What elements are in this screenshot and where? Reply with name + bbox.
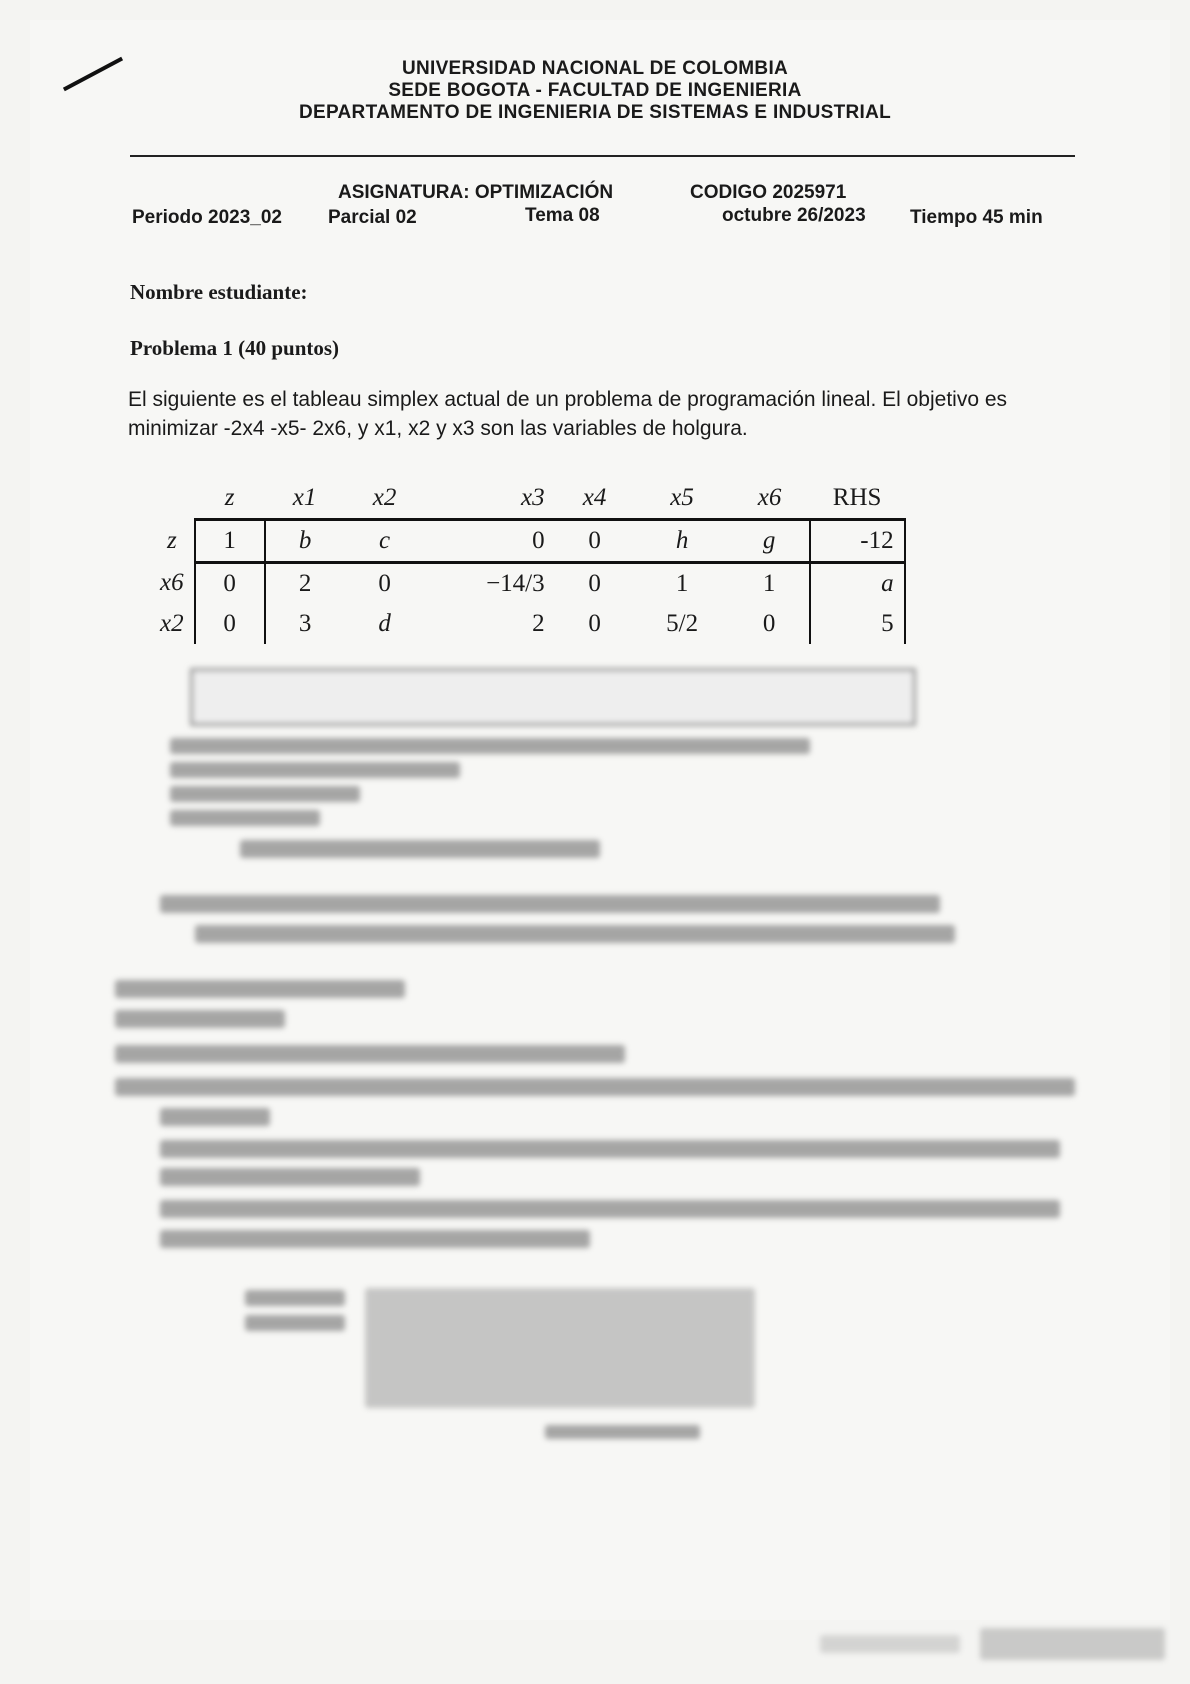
col-header: x4: [582, 484, 607, 511]
cell: 1: [730, 563, 810, 605]
topic: Tema 08: [525, 205, 600, 226]
cell: a: [810, 563, 905, 605]
col-header: z: [224, 484, 235, 511]
cell: 0: [195, 604, 265, 644]
problem-1-statement: El siguiente es el tableau simplex actual de un problema de programación lineal. El objetivo es minimizar -2x4 -x5- 2x6, y x1, x2 y x3 son las variables de holgura.: [128, 388, 1008, 440]
cell: 0: [762, 610, 776, 637]
cell: 0: [345, 563, 425, 605]
col-header: RHS: [832, 484, 882, 511]
cell: −14/3: [425, 563, 555, 605]
cell: -12: [810, 520, 905, 563]
cell: d: [378, 610, 391, 637]
tableau-row-z: [150, 520, 905, 563]
period: Periodo 2023_02: [132, 207, 282, 228]
cell: b: [265, 520, 345, 563]
simplex-tableau: [150, 478, 906, 644]
cell: h: [635, 520, 730, 563]
exam-duration: Tiempo 45 min: [910, 207, 1043, 228]
faculty-name: SEDE BOGOTA - FACULTAD DE INGENIERIA: [388, 80, 802, 101]
student-name-label: Nombre estudiante:: [130, 280, 308, 304]
cell: 0: [555, 563, 635, 605]
course-code: CODIGO 2025971: [690, 182, 847, 203]
cell: c: [345, 520, 425, 563]
header-divider: [130, 155, 1075, 157]
exam-number: Parcial 02: [328, 207, 417, 228]
tableau-row-x6: [150, 563, 905, 605]
cell: 5: [810, 604, 905, 644]
cell: 2: [532, 610, 545, 637]
col-header: x1: [292, 484, 317, 511]
course-name: ASIGNATURA: OPTIMIZACIÓN: [338, 182, 614, 203]
col-header: x3: [521, 484, 545, 511]
col-header: x6: [757, 484, 782, 511]
cell: 3: [265, 604, 345, 644]
basis-label: x6: [160, 569, 184, 597]
cell: 2: [265, 563, 345, 605]
basis-label: z: [166, 527, 177, 554]
cell: g: [730, 520, 810, 563]
problem-1-title: Problema 1 (40 puntos): [130, 336, 340, 360]
tableau-row-x2: [150, 604, 905, 644]
exam-date: octubre 26/2023: [722, 205, 866, 226]
obscured-tableau-row: [130, 668, 910, 724]
col-header: x5: [670, 484, 694, 511]
cell: 5/2: [666, 610, 699, 637]
cell: 1: [635, 563, 730, 605]
university-name: UNIVERSIDAD NACIONAL DE COLOMBIA: [401, 58, 789, 79]
cell: 1: [195, 520, 265, 563]
cell: 0: [588, 610, 601, 637]
cell: 0: [195, 563, 265, 605]
department-name: DEPARTAMENTO DE INGENIERIA DE SISTEMAS E INDUSTRIAL: [298, 102, 892, 123]
tableau-header-row: [150, 478, 905, 520]
cell: 0: [425, 520, 555, 563]
col-header: x2: [372, 484, 397, 511]
basis-label: x2: [160, 610, 184, 637]
cell: 0: [555, 520, 635, 563]
